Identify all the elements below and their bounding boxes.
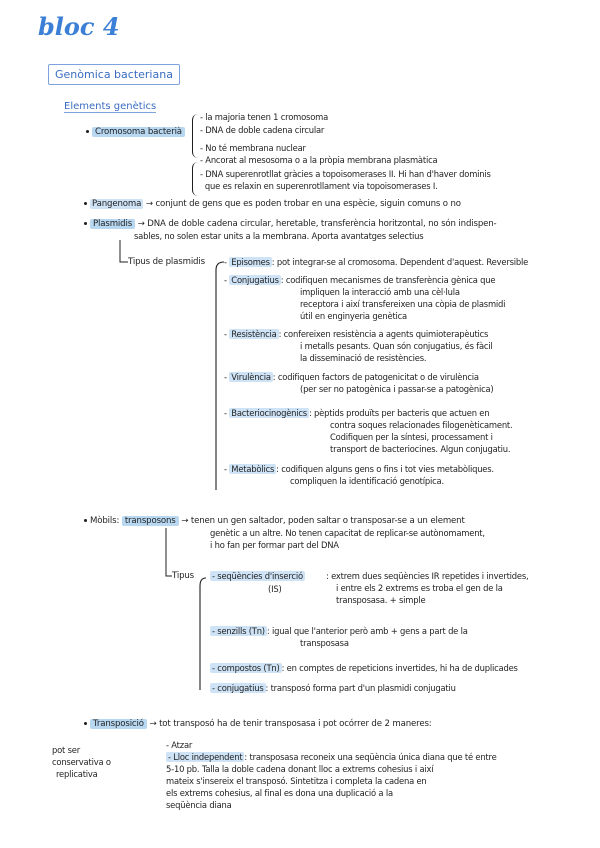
mobils-text: → tenen un gen saltador, poden saltar o transposar-se a un element (181, 516, 465, 526)
transposicio-item-atzar: - Atzar (166, 740, 193, 750)
plasmid-type-resistencia: - Resistència : confereixen resistència a agents quimioterapèutics (224, 329, 489, 339)
mobils-label: Mòbils (90, 516, 117, 526)
side-note: pot ser (52, 745, 80, 755)
transposon-type-line: i entre els 2 extrems es troba el gen de la (336, 583, 503, 593)
plasmid-type-line: útil en enginyeria genètica (300, 311, 407, 321)
mobils-tipus-label: Tipus (172, 571, 195, 581)
plasmid-type-line: impliquen la interacció amb una cèl·lula (300, 287, 460, 297)
mobils-line: Mòbils: transposons → tenen un gen saltador, poden saltar o transposar-se a un element (84, 516, 465, 527)
pangenoma-text: → conjunt de gens que es poden trobar en una espècie, siguin comuns o no (145, 199, 461, 209)
plasmid-type-line: compliquen la identificació genotípica. (290, 476, 444, 486)
transposon-type-compostos: - compostos (Tn) : en comptes de repeticions invertides, hi ha de duplicades (212, 663, 518, 673)
plasmidis-text-cont: sables, no solen estar units a la membrana. Aporta avantatges selectius (134, 231, 424, 241)
transposon-type-is: - seqüències d'inserció (212, 571, 303, 581)
plasmid-type-metabolics: - Metabòlics : codifiquen alguns gens o fins i tot vies metabòliques. (224, 464, 494, 474)
section-title-box: Genòmica bacteriana (48, 64, 180, 85)
cromosoma-item: - DNA superenrotllat gràcies a topoisomerases II. Hi han d'haver dominis (200, 169, 491, 179)
side-note: replicativa (56, 769, 98, 779)
plasmid-type-line: contra soques relacionades filogenèticament. (330, 420, 513, 430)
bullet (84, 519, 87, 522)
transposon-type-line: : extrem dues seqüències IR repetides i invertides, (326, 571, 529, 581)
cromosoma-item: - Ancorat al mesosoma o a la pròpia membrana plasmàtica (200, 155, 438, 165)
plasmid-type-conjugatius: - Conjugatius : codifiquen mecanismes de transferència gènica que (224, 275, 496, 285)
cromosoma-item: - la majoria tenen 1 cromosoma (200, 112, 329, 122)
plasmidis-label: Plasmidis (90, 219, 135, 229)
transposon-type-line: transposasa. + simple (336, 595, 426, 605)
transposicio-text: → tot transposó ha de tenir transposasa i pot ocórrer de 2 maneres: (149, 719, 432, 729)
cromosoma-item: - DNA de doble cadena circular (200, 125, 325, 135)
transposicio-line (84, 719, 432, 730)
cromosoma-item: - No té membrana nuclear (200, 143, 306, 153)
transposon-type-conjugatius: - conjugatius : transposó forma part d'un plasmidi conjugatiu (212, 683, 456, 693)
plasmid-type-line: (per ser no patogènica i passar-se a patogènica) (300, 384, 494, 394)
side-note: conservativa o (52, 757, 111, 767)
plasmid-type-line: receptora i així transfereixen una còpia de plasmidi (300, 299, 506, 309)
bullet (84, 722, 87, 725)
plasmid-type-episomes: - Episomes : pot integrar-se al cromosoma. Dependent d'aquest. Reversible (224, 257, 529, 267)
transposicio-item-line: 5-10 pb. Talla la doble cadena donant lloc a extrems cohesius i així (166, 764, 434, 774)
plasmid-type-line: i metalls pesants. Quan són conjugatius, és fàcil (300, 341, 493, 351)
plasmid-type-line: transport de bacteriocines. Algun conjugatiu. (330, 444, 511, 454)
subtitle-elements: Elements genètics (64, 101, 157, 112)
transposicio-item-line: seqüència diana (166, 800, 232, 810)
transposicio-label: Transposició (90, 719, 147, 729)
transposicio-item-lloc: - Lloc independent : transposasa reconeix una seqüència única diana que té entre (168, 752, 497, 762)
transposon-type-senzills: - senzills (Tn) : igual que l'anterior però amb + gens a part de la (212, 626, 468, 636)
transposicio-item-line: els extrems cohesius, al final es dona una duplicació a la (166, 788, 393, 798)
plasmid-type-virulencia: - Virulència : codifiquen factors de patogenicitat o de virulència (224, 372, 479, 382)
plasmidis-text: → DNA de doble cadena circular, heretable, transferència horitzontal, no són indispen- (137, 219, 497, 229)
transposicio-item-line: mateix s'insereix el transposó. Sintetitza i completa la cadena en (166, 776, 427, 786)
transposon-type-line: transposasa (300, 638, 349, 648)
plasmidis-tipus-label: Tipus de plasmidis (128, 257, 205, 267)
plasmid-type-bacteriocinogenics: - Bacteriocinogènics : pèptids produïts per bacteris que actuen en (224, 408, 490, 418)
cromosoma-item: que es relaxin en superenrotllament via topoisomerases I. (200, 181, 438, 191)
plasmid-type-line: la disseminació de resistències. (300, 353, 427, 363)
mobils-text-cont: i ho fan per formar part del DNA (210, 540, 339, 550)
page-title: bloc 4 (38, 12, 120, 41)
transposon-type-abbr: (IS) (268, 584, 282, 594)
mobils-sublabel: transposons (122, 516, 179, 526)
plasmid-type-line: Codifiquen per la síntesi, processament i (330, 432, 493, 442)
mobils-text-cont: genètic a un altre. No tenen capacitat de replicar-se autònomament, (210, 528, 485, 538)
pangenoma-label: Pangenoma (92, 199, 142, 209)
cromosoma-label: Cromosoma bacterià (86, 127, 185, 138)
